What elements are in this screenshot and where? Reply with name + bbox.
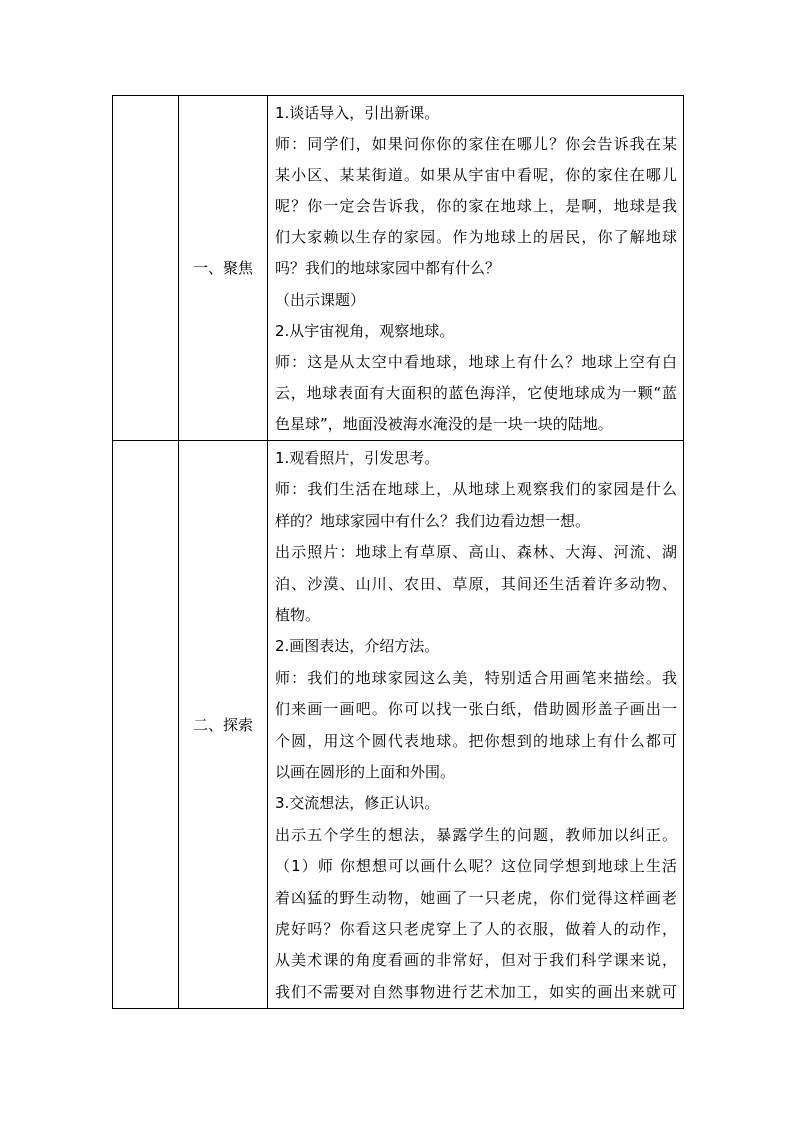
text-line: （出示课题） xyxy=(275,290,366,309)
text-line: 植物。 xyxy=(275,605,321,624)
text-line: 师：同学们，如果问你你的家住在哪儿？你会告诉我在某 xyxy=(275,135,677,154)
content-cell xyxy=(268,96,684,441)
text-line: 云，地球表面有大面积的蓝色海洋，它使地球成为一颗“蓝 xyxy=(275,383,677,402)
stage-label: 一、聚焦 xyxy=(179,96,268,441)
text-line: 着凶猛的野生动物，她画了一只老虎，你们觉得这样画老 xyxy=(275,888,677,907)
text-line: 样的？地球家园中有什么？我们边看边想一想。 xyxy=(275,511,591,530)
text-line: 虎好吗？你看这只老虎穿上了人的衣服，做着人的动作， xyxy=(275,919,677,938)
text-line: 某小区、某某街道。如果从宇宙中看呢，你的家住在哪儿 xyxy=(275,166,677,185)
text-line: 色星球”，地面没被海水淹没的是一块一块的陆地。 xyxy=(275,414,613,433)
text-line: 2.画图表达，介绍方法。 xyxy=(275,637,440,656)
text-line: 泊、沙漠、山川、农田、草原，其间还生活着许多动物、 xyxy=(275,574,677,593)
table-row-explore xyxy=(113,441,684,1009)
text-line: 从美术课的角度看画的非常好，但对于我们科学课来说， xyxy=(275,951,677,970)
text-line: 们大家赖以生存的家园。作为地球上的居民，你了解地球 xyxy=(275,228,677,247)
text-line: 出示五个学生的想法，暴露学生的问题，教师加以纠正。 xyxy=(275,825,677,844)
stage-label: 二、探索 xyxy=(179,441,268,1009)
empty-cell xyxy=(113,96,179,441)
empty-cell xyxy=(113,441,179,1009)
text-line: 出示照片：地球上有草原、高山、森林、大海、河流、湖 xyxy=(275,543,677,562)
lesson-table xyxy=(112,95,684,1009)
text-line: 2.从宇宙视角，观察地球。 xyxy=(275,321,455,340)
text-line: 我们不需要对自然事物进行艺术加工，如实的画出来就可 xyxy=(275,982,677,1001)
text-line: 1.谈话导入，引出新课。 xyxy=(275,104,440,122)
text-line: 呢？你一定会告诉我，你的家在地球上，是啊，地球是我 xyxy=(275,197,677,216)
table-row-focus xyxy=(113,96,684,441)
text-line: 3.交流想法，修正认识。 xyxy=(275,794,440,813)
text-line: 师：这是从太空中看地球，地球上有什么？地球上空有白 xyxy=(275,352,677,371)
text-line: 吗？我们的地球家园中都有什么？ xyxy=(275,259,501,278)
text-line: 以画在圆形的上面和外围。 xyxy=(275,762,456,781)
text-line: 1.观看照片，引发思考。 xyxy=(275,449,440,468)
content-cell xyxy=(268,441,684,1009)
text-line: 师：我们的地球家园这么美，特别适合用画笔来描绘。我 xyxy=(275,668,677,687)
text-line: 们来画一画吧。你可以找一张白纸，借助圆形盖子画出一 xyxy=(275,700,677,719)
text-line: （1）师 你想想可以画什么呢？这位同学想到地球上生活 xyxy=(275,857,677,876)
text-line: 个圆，用这个圆代表地球。把你想到的地球上有什么都可 xyxy=(275,731,677,750)
text-line: 师：我们生活在地球上，从地球上观察我们的家园是什么 xyxy=(275,480,677,499)
